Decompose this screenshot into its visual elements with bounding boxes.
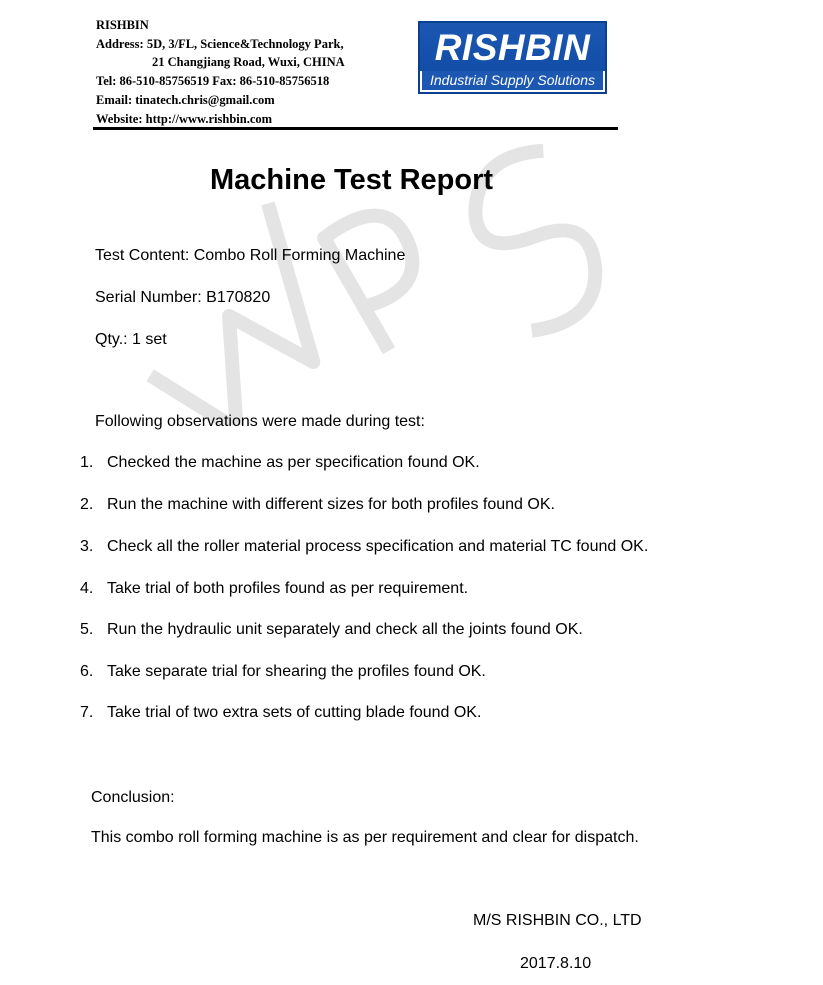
report-title: Machine Test Report [209,164,494,196]
letterhead-info [96,16,345,128]
list-item-text: Take trial of both profiles found as per requirement. [107,580,469,597]
list-item-number: 2. [80,496,94,513]
header-divider [93,127,618,130]
list-item-text: Take separate trial for shearing the profiles found OK. [107,663,486,680]
list-item-text: Run the hydraulic unit separately and check all the joints found OK. [107,621,583,638]
email: Email: tinatech.chris@gmail.com [96,92,275,107]
signatory: M/S RISHBIN CO., LTD [473,912,642,929]
list-item [80,621,583,639]
address-line-2: 21 Changjiang Road, Wuxi, CHINA [152,55,345,70]
list-item [80,663,486,681]
report-date: 2017.8.10 [520,955,592,972]
company-name: RISHBIN [96,18,149,32]
list-item-number: 4. [80,580,94,597]
list-item-number: 1. [80,454,94,471]
website: Website: http://www.rishbin.com [96,111,273,126]
list-item [80,538,648,556]
list-item-text: Take trial of two extra sets of cutting blade found OK. [107,704,482,721]
list-item-number: 3. [80,538,94,555]
logo-tagline: Industrial Supply Solutions [422,71,603,90]
list-item-number: 6. [80,663,94,680]
observations-intro: Following observations were made during test: [95,413,425,430]
list-item [80,704,481,722]
list-item [80,580,468,598]
list-item [80,454,480,472]
list-item-text: Check all the roller material process specification and material TC found OK. [107,538,649,555]
conclusion-label: Conclusion: [91,789,175,806]
phone-fax: Tel: 86-510-85756519 Fax: 86-510-85756518 [96,74,330,89]
list-item-text: Run the machine with different sizes for both profiles found OK. [107,496,555,513]
list-item-text: Checked the machine as per specification found OK. [107,454,480,471]
list-item-number: 5. [80,621,94,638]
quantity: Qty.: 1 set [95,331,167,348]
list-item-number: 7. [80,704,94,721]
serial-number: Serial Number: B170820 [95,289,271,306]
test-content: Test Content: Combo Roll Forming Machine [95,247,406,264]
company-logo [418,21,607,94]
logo-brand-text: RISHBIN [434,27,591,68]
conclusion-text: This combo roll forming machine is as per requirement and clear for dispatch. [91,829,639,846]
list-item [80,496,555,514]
address-line-1: Address: 5D, 3/FL, Science&Technology Park, [96,36,344,51]
